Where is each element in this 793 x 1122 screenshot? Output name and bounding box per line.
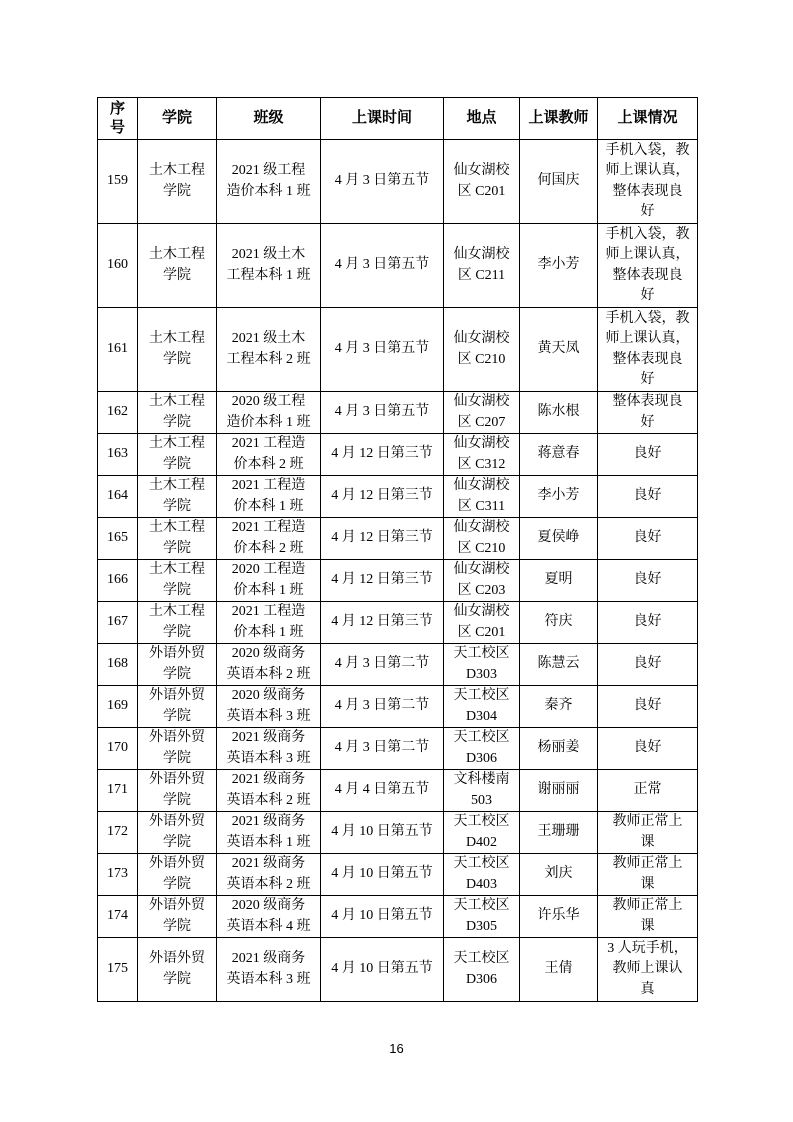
cell-time: 4 月 3 日第五节	[321, 140, 444, 224]
cell-status: 良好	[598, 518, 698, 560]
cell-location: 天工校区 D306	[444, 938, 520, 1002]
header-cell-class: 班级	[217, 98, 321, 140]
cell-no: 174	[98, 896, 138, 938]
cell-no: 161	[98, 308, 138, 392]
table-row	[98, 224, 698, 308]
cell-no: 169	[98, 686, 138, 728]
cell-college: 外语外贸 学院	[138, 770, 217, 812]
cell-teacher: 夏明	[520, 560, 598, 602]
cell-teacher: 杨丽姜	[520, 728, 598, 770]
cell-status: 教师正常上 课	[598, 854, 698, 896]
cell-status: 良好	[598, 602, 698, 644]
table-header-row	[98, 98, 698, 140]
cell-no: 167	[98, 602, 138, 644]
cell-location: 仙女湖校 区 C210	[444, 308, 520, 392]
table-row	[98, 686, 698, 728]
cell-teacher: 刘庆	[520, 854, 598, 896]
cell-no: 160	[98, 224, 138, 308]
table-row	[98, 938, 698, 1002]
cell-college: 外语外贸 学院	[138, 644, 217, 686]
cell-status: 手机入袋，教 师上课认真， 整体表现良 好	[598, 308, 698, 392]
cell-status: 3 人玩手机， 教师上课认 真	[598, 938, 698, 1002]
cell-time: 4 月 3 日第五节	[321, 308, 444, 392]
cell-location: 仙女湖校 区 C207	[444, 392, 520, 434]
table-row	[98, 476, 698, 518]
cell-status: 良好	[598, 560, 698, 602]
table-body	[98, 140, 698, 1002]
cell-class: 2020 级商务 英语本科 3 班	[217, 686, 321, 728]
cell-time: 4 月 3 日第五节	[321, 224, 444, 308]
cell-status: 正常	[598, 770, 698, 812]
cell-location: 仙女湖校 区 C201	[444, 602, 520, 644]
cell-college: 土木工程 学院	[138, 476, 217, 518]
cell-class: 2021 工程造 价本科 1 班	[217, 476, 321, 518]
cell-college: 外语外贸 学院	[138, 812, 217, 854]
table-row	[98, 392, 698, 434]
cell-status: 整体表现良 好	[598, 392, 698, 434]
cell-location: 仙女湖校 区 C210	[444, 518, 520, 560]
cell-location: 天工校区 D304	[444, 686, 520, 728]
cell-time: 4 月 12 日第三节	[321, 434, 444, 476]
cell-status: 手机入袋，教 师上课认真， 整体表现良 好	[598, 224, 698, 308]
cell-status: 良好	[598, 728, 698, 770]
cell-time: 4 月 12 日第三节	[321, 602, 444, 644]
cell-no: 162	[98, 392, 138, 434]
header-cell-location: 地点	[444, 98, 520, 140]
table-row	[98, 560, 698, 602]
cell-no: 168	[98, 644, 138, 686]
cell-time: 4 月 3 日第二节	[321, 644, 444, 686]
cell-status: 良好	[598, 434, 698, 476]
cell-teacher: 李小芳	[520, 476, 598, 518]
cell-no: 172	[98, 812, 138, 854]
cell-time: 4 月 10 日第五节	[321, 812, 444, 854]
cell-time: 4 月 4 日第五节	[321, 770, 444, 812]
cell-time: 4 月 3 日第二节	[321, 686, 444, 728]
cell-no: 166	[98, 560, 138, 602]
cell-class: 2021 工程造 价本科 2 班	[217, 518, 321, 560]
cell-college: 外语外贸 学院	[138, 854, 217, 896]
cell-time: 4 月 10 日第五节	[321, 896, 444, 938]
header-cell-teacher: 上课教师	[520, 98, 598, 140]
cell-teacher: 夏侯峥	[520, 518, 598, 560]
cell-time: 4 月 12 日第三节	[321, 476, 444, 518]
table-row	[98, 602, 698, 644]
cell-no: 163	[98, 434, 138, 476]
cell-time: 4 月 10 日第五节	[321, 854, 444, 896]
cell-college: 土木工程 学院	[138, 560, 217, 602]
cell-college: 土木工程 学院	[138, 602, 217, 644]
cell-status: 教师正常上 课	[598, 812, 698, 854]
page-number: 16	[389, 1041, 404, 1056]
table-row	[98, 770, 698, 812]
table-row	[98, 854, 698, 896]
cell-teacher: 符庆	[520, 602, 598, 644]
cell-class: 2021 级商务 英语本科 1 班	[217, 812, 321, 854]
cell-class: 2021 级土木 工程本科 1 班	[217, 224, 321, 308]
cell-time: 4 月 12 日第三节	[321, 560, 444, 602]
table-row	[98, 308, 698, 392]
cell-teacher: 王珊珊	[520, 812, 598, 854]
cell-no: 170	[98, 728, 138, 770]
cell-college: 土木工程 学院	[138, 518, 217, 560]
table-row	[98, 644, 698, 686]
cell-teacher: 秦齐	[520, 686, 598, 728]
cell-time: 4 月 3 日第二节	[321, 728, 444, 770]
cell-status: 良好	[598, 476, 698, 518]
cell-class: 2021 级工程 造价本科 1 班	[217, 140, 321, 224]
cell-class: 2020 级商务 英语本科 2 班	[217, 644, 321, 686]
cell-college: 外语外贸 学院	[138, 686, 217, 728]
cell-status: 良好	[598, 686, 698, 728]
cell-no: 159	[98, 140, 138, 224]
cell-location: 仙女湖校 区 C203	[444, 560, 520, 602]
cell-college: 土木工程 学院	[138, 434, 217, 476]
cell-location: 仙女湖校 区 C311	[444, 476, 520, 518]
cell-college: 外语外贸 学院	[138, 728, 217, 770]
header-cell-status: 上课情况	[598, 98, 698, 140]
header-cell-no: 序 号	[98, 98, 138, 140]
cell-teacher: 李小芳	[520, 224, 598, 308]
cell-no: 175	[98, 938, 138, 1002]
table-row	[98, 140, 698, 224]
header-cell-college: 学院	[138, 98, 217, 140]
header-cell-time: 上课时间	[321, 98, 444, 140]
cell-teacher: 谢丽丽	[520, 770, 598, 812]
cell-college: 外语外贸 学院	[138, 938, 217, 1002]
table-row	[98, 434, 698, 476]
cell-class: 2021 级商务 英语本科 2 班	[217, 854, 321, 896]
cell-no: 165	[98, 518, 138, 560]
cell-class: 2020 工程造 价本科 1 班	[217, 560, 321, 602]
cell-no: 171	[98, 770, 138, 812]
cell-class: 2021 级商务 英语本科 2 班	[217, 770, 321, 812]
cell-college: 土木工程 学院	[138, 224, 217, 308]
cell-teacher: 何国庆	[520, 140, 598, 224]
cell-location: 仙女湖校 区 C211	[444, 224, 520, 308]
cell-college: 土木工程 学院	[138, 308, 217, 392]
cell-teacher: 蒋意春	[520, 434, 598, 476]
cell-location: 天工校区 D306	[444, 728, 520, 770]
cell-location: 仙女湖校 区 C201	[444, 140, 520, 224]
cell-class: 2021 工程造 价本科 1 班	[217, 602, 321, 644]
cell-status: 良好	[598, 644, 698, 686]
cell-college: 外语外贸 学院	[138, 896, 217, 938]
cell-location: 天工校区 D303	[444, 644, 520, 686]
cell-college: 土木工程 学院	[138, 392, 217, 434]
cell-class: 2021 级商务 英语本科 3 班	[217, 728, 321, 770]
cell-location: 仙女湖校 区 C312	[444, 434, 520, 476]
class-inspection-table	[97, 97, 698, 1002]
table-row	[98, 728, 698, 770]
cell-class: 2021 级商务 英语本科 3 班	[217, 938, 321, 1002]
cell-location: 文科楼南 503	[444, 770, 520, 812]
cell-time: 4 月 3 日第五节	[321, 392, 444, 434]
cell-time: 4 月 10 日第五节	[321, 938, 444, 1002]
cell-status: 手机入袋，教 师上课认真， 整体表现良 好	[598, 140, 698, 224]
cell-class: 2020 级工程 造价本科 1 班	[217, 392, 321, 434]
cell-class: 2021 工程造 价本科 2 班	[217, 434, 321, 476]
cell-teacher: 陈水根	[520, 392, 598, 434]
cell-no: 173	[98, 854, 138, 896]
cell-status: 教师正常上 课	[598, 896, 698, 938]
cell-class: 2020 级商务 英语本科 4 班	[217, 896, 321, 938]
cell-college: 土木工程 学院	[138, 140, 217, 224]
cell-class: 2021 级土木 工程本科 2 班	[217, 308, 321, 392]
cell-location: 天工校区 D403	[444, 854, 520, 896]
cell-location: 天工校区 D305	[444, 896, 520, 938]
cell-time: 4 月 12 日第三节	[321, 518, 444, 560]
cell-no: 164	[98, 476, 138, 518]
table-row	[98, 812, 698, 854]
cell-teacher: 许乐华	[520, 896, 598, 938]
table-row	[98, 896, 698, 938]
cell-teacher: 王倩	[520, 938, 598, 1002]
cell-teacher: 陈慧云	[520, 644, 598, 686]
table-row	[98, 518, 698, 560]
cell-location: 天工校区 D402	[444, 812, 520, 854]
cell-teacher: 黄天凤	[520, 308, 598, 392]
